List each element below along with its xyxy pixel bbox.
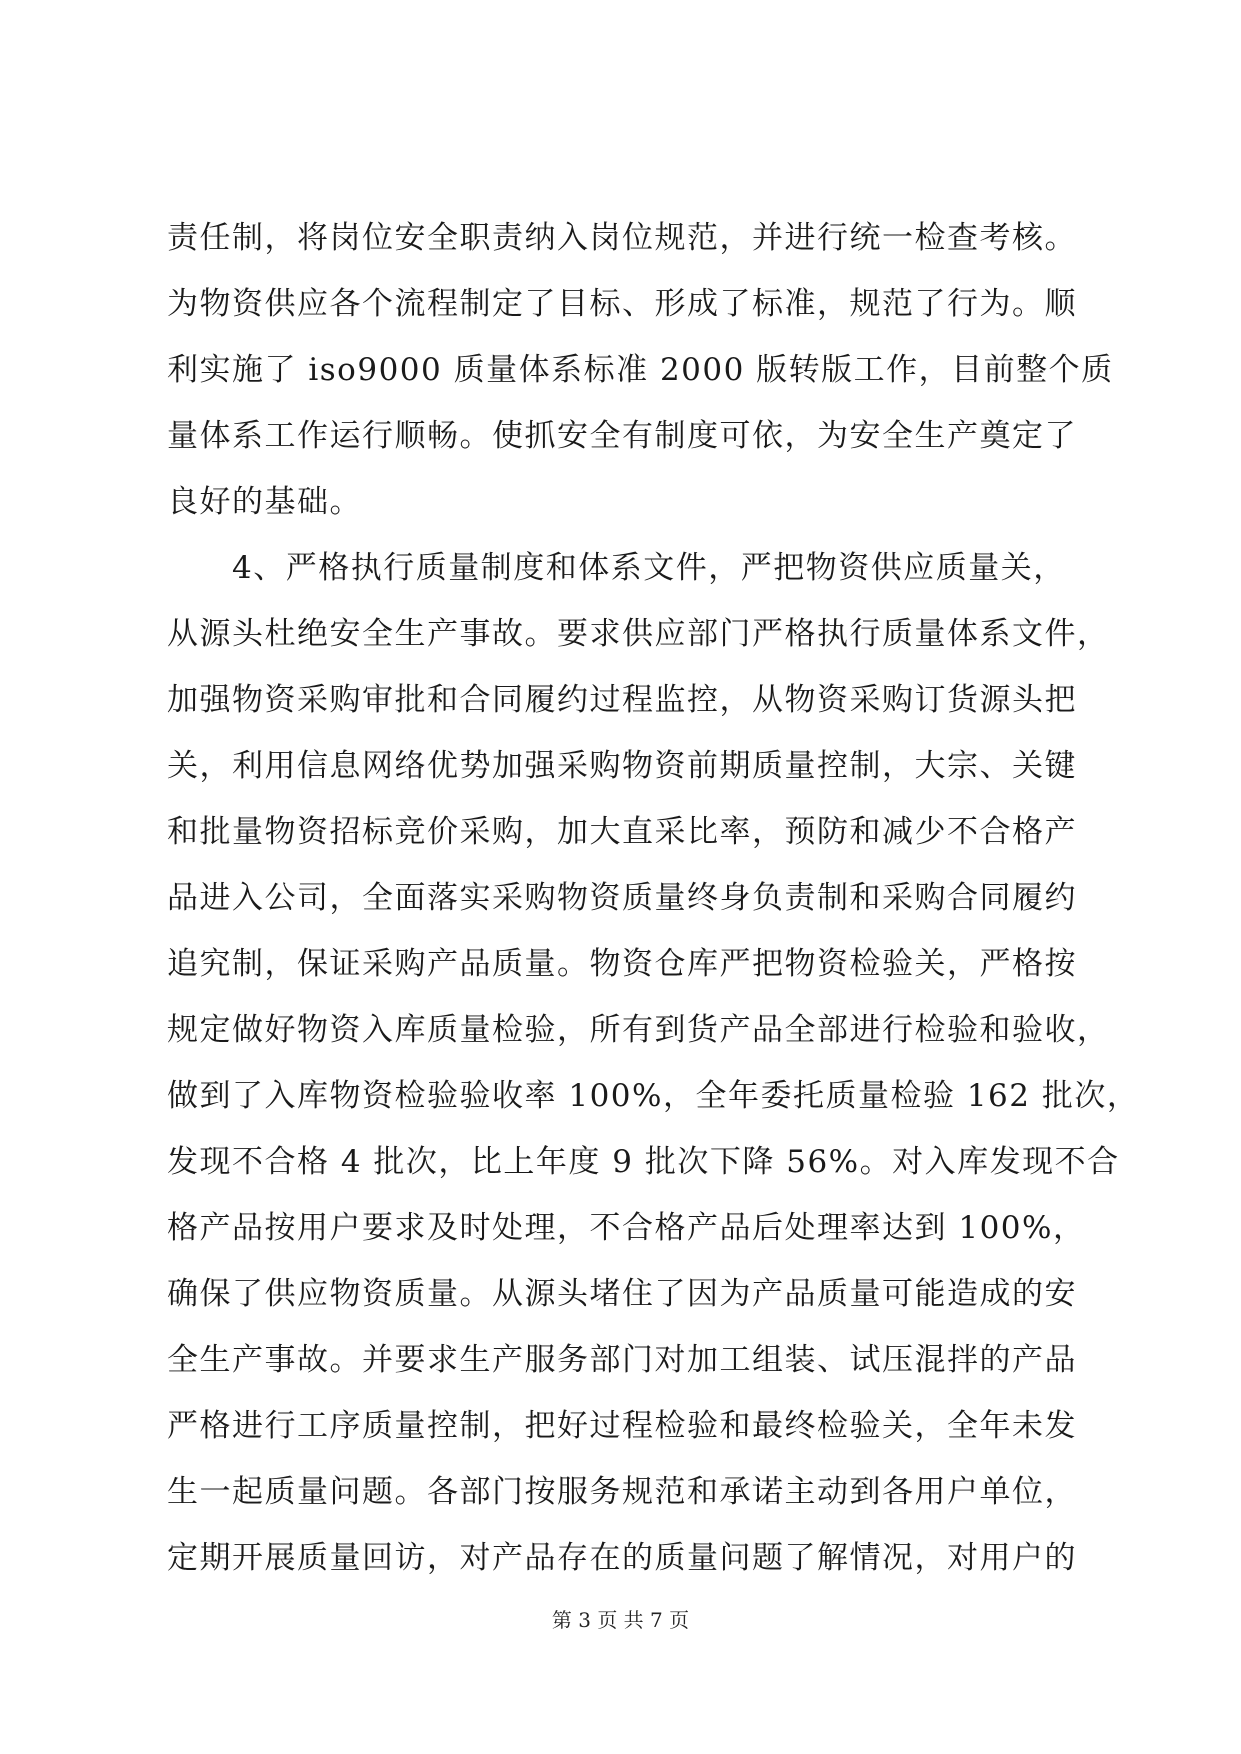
text-line: 确保了供应物资质量。从源头堵住了因为产品质量可能造成的安 bbox=[167, 1276, 1077, 1312]
text-line: 做到了入库物资检验验收率 100%，全年委托质量检验 162 批次， bbox=[167, 1078, 1140, 1114]
text-line: 全生产事故。并要求生产服务部门对加工组装、试压混拌的产品 bbox=[167, 1342, 1077, 1378]
text-line: 良好的基础。 bbox=[167, 484, 362, 520]
page-number-footer: 第 3 页 共 7 页 bbox=[551, 1608, 690, 1632]
text-line: 量体系工作运行顺畅。使抓安全有制度可依，为安全生产奠定了 bbox=[167, 418, 1077, 454]
text-line: 为物资供应各个流程制定了目标、形成了标准，规范了行为。顺 bbox=[167, 286, 1077, 322]
text-line: 定期开展质量回访，对产品存在的质量问题了解情况，对用户的 bbox=[167, 1540, 1077, 1576]
text-line: 关，利用信息网络优势加强采购物资前期质量控制，大宗、关键 bbox=[167, 748, 1077, 784]
text-line: 和批量物资招标竞价采购，加大直采比率，预防和减少不合格产 bbox=[167, 814, 1077, 850]
text-line: 生一起质量问题。各部门按服务规范和承诺主动到各用户单位， bbox=[167, 1474, 1077, 1510]
text-line: 从源头杜绝安全生产事故。要求供应部门严格执行质量体系文件， bbox=[167, 616, 1110, 652]
text-line: 利实施了 iso9000 质量体系标准 2000 版转版工作，目前整个质 bbox=[167, 352, 1114, 388]
text-line: 格产品按用户要求及时处理，不合格产品后处理率达到 100%， bbox=[167, 1210, 1086, 1246]
text-line: 规定做好物资入库质量检验，所有到货产品全部进行检验和验收， bbox=[167, 1012, 1110, 1048]
text-line: 追究制，保证采购产品质量。物资仓库严把物资检验关，严格按 bbox=[167, 946, 1077, 982]
text-line: 品进入公司，全面落实采购物资质量终身负责制和采购合同履约 bbox=[167, 880, 1077, 916]
text-line: 发现不合格 4 批次，比上年度 9 批次下降 56%。对入库发现不合 bbox=[167, 1144, 1120, 1180]
body-text bbox=[167, 205, 1140, 1591]
text-line: 责任制，将岗位安全职责纳入岗位规范，并进行统一检查考核。 bbox=[167, 220, 1077, 256]
text-line: 加强物资采购审批和合同履约过程监控，从物资采购订货源头把 bbox=[167, 682, 1077, 718]
text-line: 严格进行工序质量控制，把好过程检验和最终检验关，全年未发 bbox=[167, 1408, 1077, 1444]
text-line: 4、严格执行质量制度和体系文件，严把物资供应质量关， bbox=[167, 550, 1066, 586]
